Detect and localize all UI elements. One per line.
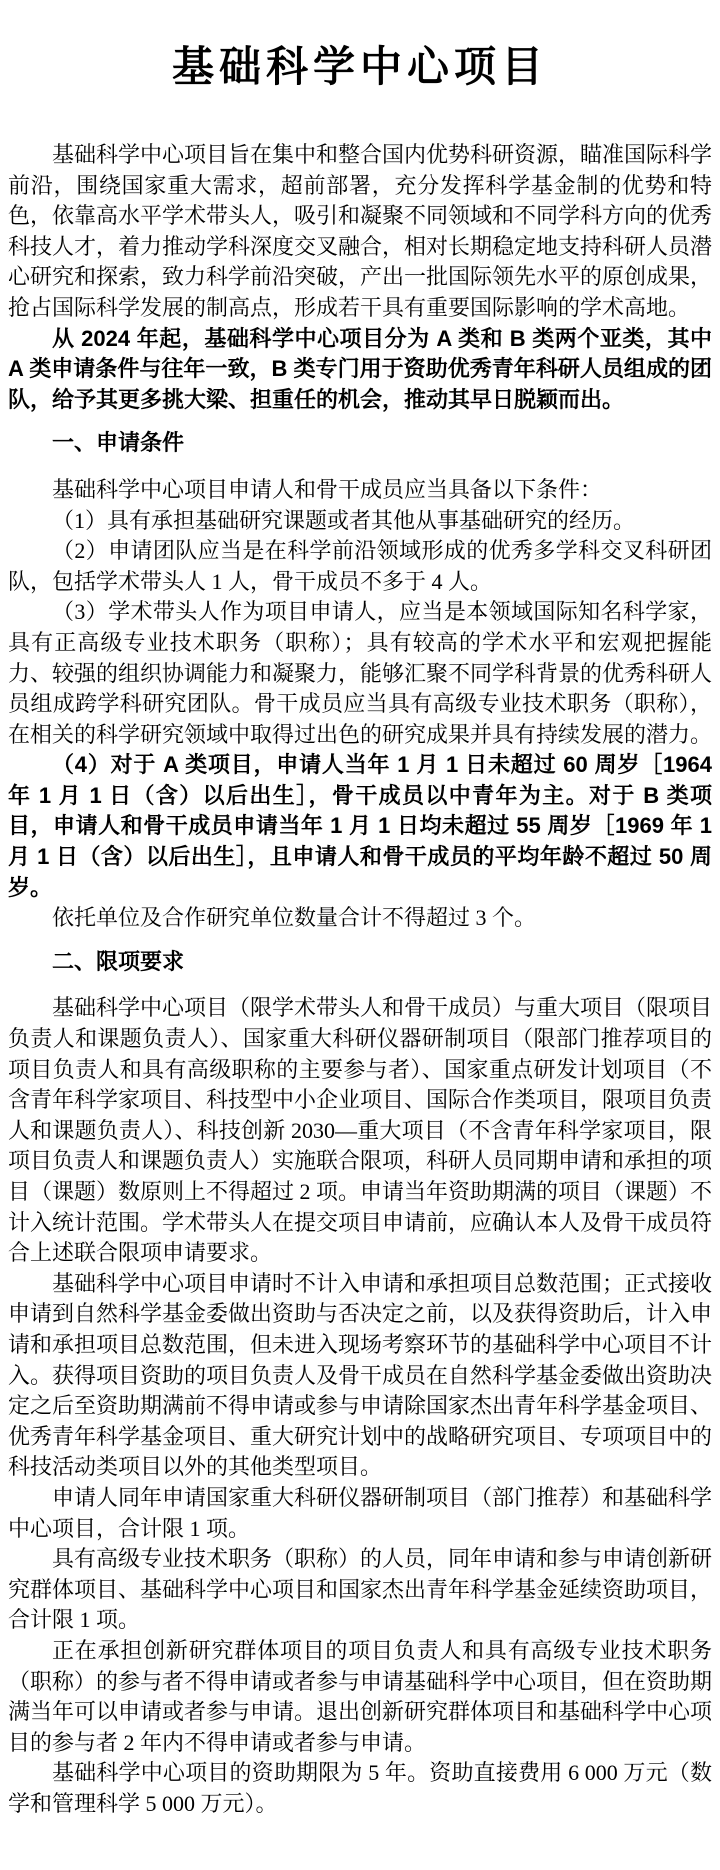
paragraph-2024-classes: 从 2024 年起，基础科学中心项目分为 A 类和 B 类两个亚类，其中 A 类申请条件与往年一致，B 类专门用于资助优秀青年科研人员组成的团队，给予其更多挑大梁、担重任的机会，推动其早日脱颖而出。 <box>8 325 712 412</box>
document-title: 基础科学中心项目 <box>171 45 548 91</box>
paragraph-condition-3: （3）学术带头人作为项目申请人，应当是本领域国际知名科学家，具有正高级专业技术职务（职称）；具有较高的学术水平和宏观把握能力、较强的组织协调能力和凝聚力，能够汇聚不同学科背景的优秀科研人员组成跨学科研究团队。骨干成员应当具有高级专业技术职务（职称），在相关的科学研究领域中取得过出色的研究成果并具有持续发展的潜力。 <box>8 599 713 747</box>
paragraph-funding-period: 基础科学中心项目的资助期限为 5 年。资助直接费用 6 000 万元（数学和管理科学 5 000 万元）。 <box>8 1760 712 1816</box>
section-heading-limit-requirements: 二、限项要求 <box>52 948 185 974</box>
section-heading-application-conditions: 一、申请条件 <box>52 430 185 456</box>
paragraph-condition-1: （1）具有承担基础研究课题或者其他从事基础研究的经历。 <box>52 507 636 533</box>
paragraph-ongoing-group-limit: 正在承担创新研究群体项目的项目负责人和具有高级专业技术职务（职称）的参与者不得申请或者参与申请基础科学中心项目，但在资助期满当年可以申请或者参与申请。退出创新研究群体项目和基础科学中心项目的参与者 2 年内不得申请或者参与申请。 <box>8 1637 713 1755</box>
paragraph-unit-limit: 依托单位及合作研究单位数量合计不得超过 3 个。 <box>52 905 537 931</box>
paragraph-condition-2: （2）申请团队应当是在科学前沿领域形成的优秀多学科交叉科研团队，包括学术带头人 1 人，骨干成员不多于 4 人。 <box>8 538 712 594</box>
paragraph-conditions-lead: 基础科学中心项目申请人和骨干成员应当具备以下条件： <box>52 476 603 502</box>
paragraph-joint-limit: 基础科学中心项目（限学术带头人和骨干成员）与重大项目（限项目负责人和课题负责人）、国家重大科研仪器研制项目（限部门推荐项目的项目负责人和具有高级职称的主要参与者）、国家重点研发计划项目（不含青年科学家项目、科技型中小企业项目、国际合作类项目，限项目负责人和课题负责人）、科技创新 2030—重大项目（不含青年科学家项目，限项目负责人和课题负责人）实施联合限项，科研人员同期申请和承担的项目（课题）数原则上不得超过 2 项。申请当年资助期满的项目（课题）不计入统计范围。学术带头人在提交项目申请前，应确认本人及骨干成员符合上述联合限项申请要求。 <box>8 995 713 1266</box>
paragraph-same-year-limit: 申请人同年申请国家重大科研仪器研制项目（部门推荐）和基础科学中心项目，合计限 1 项。 <box>8 1484 713 1541</box>
paragraph-intro: 基础科学中心项目旨在集中和整合国内优势科研资源，瞄准国际科学前沿，围绕国家重大需求，超前部署，充分发挥科学基金制的优势和特色，依靠高水平学术带头人，吸引和凝聚不同领域和不同学科方向的优秀科技人才，着力推动学科深度交叉融合，相对长期稳定地支持科研人员潜心研究和探索，致力科学前沿突破，产出一批国际领先水平的原创成果，抢占国际科学发展的制高点，形成若干具有重要国际影响的学术高地。 <box>8 142 713 320</box>
paragraph-condition-4: （4）对于 A 类项目，申请人当年 1 月 1 日未超过 60 周岁［1964 年 1 月 1 日（含）以后出生］，骨干成员以中青年为主。对于 B 类项目，申请人和骨干成员申请当年 1 月 1 日均未超过 55 周岁［1969 年 1 月 1 日（含）以后出生］，且申请人和骨干成员的平均年龄不超过 50 周岁。 <box>8 752 712 900</box>
paragraph-count-rules: 基础科学中心项目申请时不计入申请和承担项目总数范围；正式接收申请到自然科学基金委做出资助与否决定之前，以及获得资助后，计入申请和承担项目总数范围，但未进入现场考察环节的基础科学中心项目不计入。获得项目资助的项目负责人及骨干成员在自然科学基金委做出资助决定之后至资助期满前不得申请或参与申请除国家杰出青年科学基金项目、优秀青年科学基金项目、重大研究计划中的战略研究项目、专项项目中的科技活动类项目以外的其他类型项目。 <box>8 1270 713 1480</box>
paragraph-senior-title-limit: 具有高级专业技术职务（职称）的人员，同年申请和参与申请创新研究群体项目、基础科学中心项目和国家杰出青年科学基金延续资助项目，合计限 1 项。 <box>8 1546 713 1633</box>
